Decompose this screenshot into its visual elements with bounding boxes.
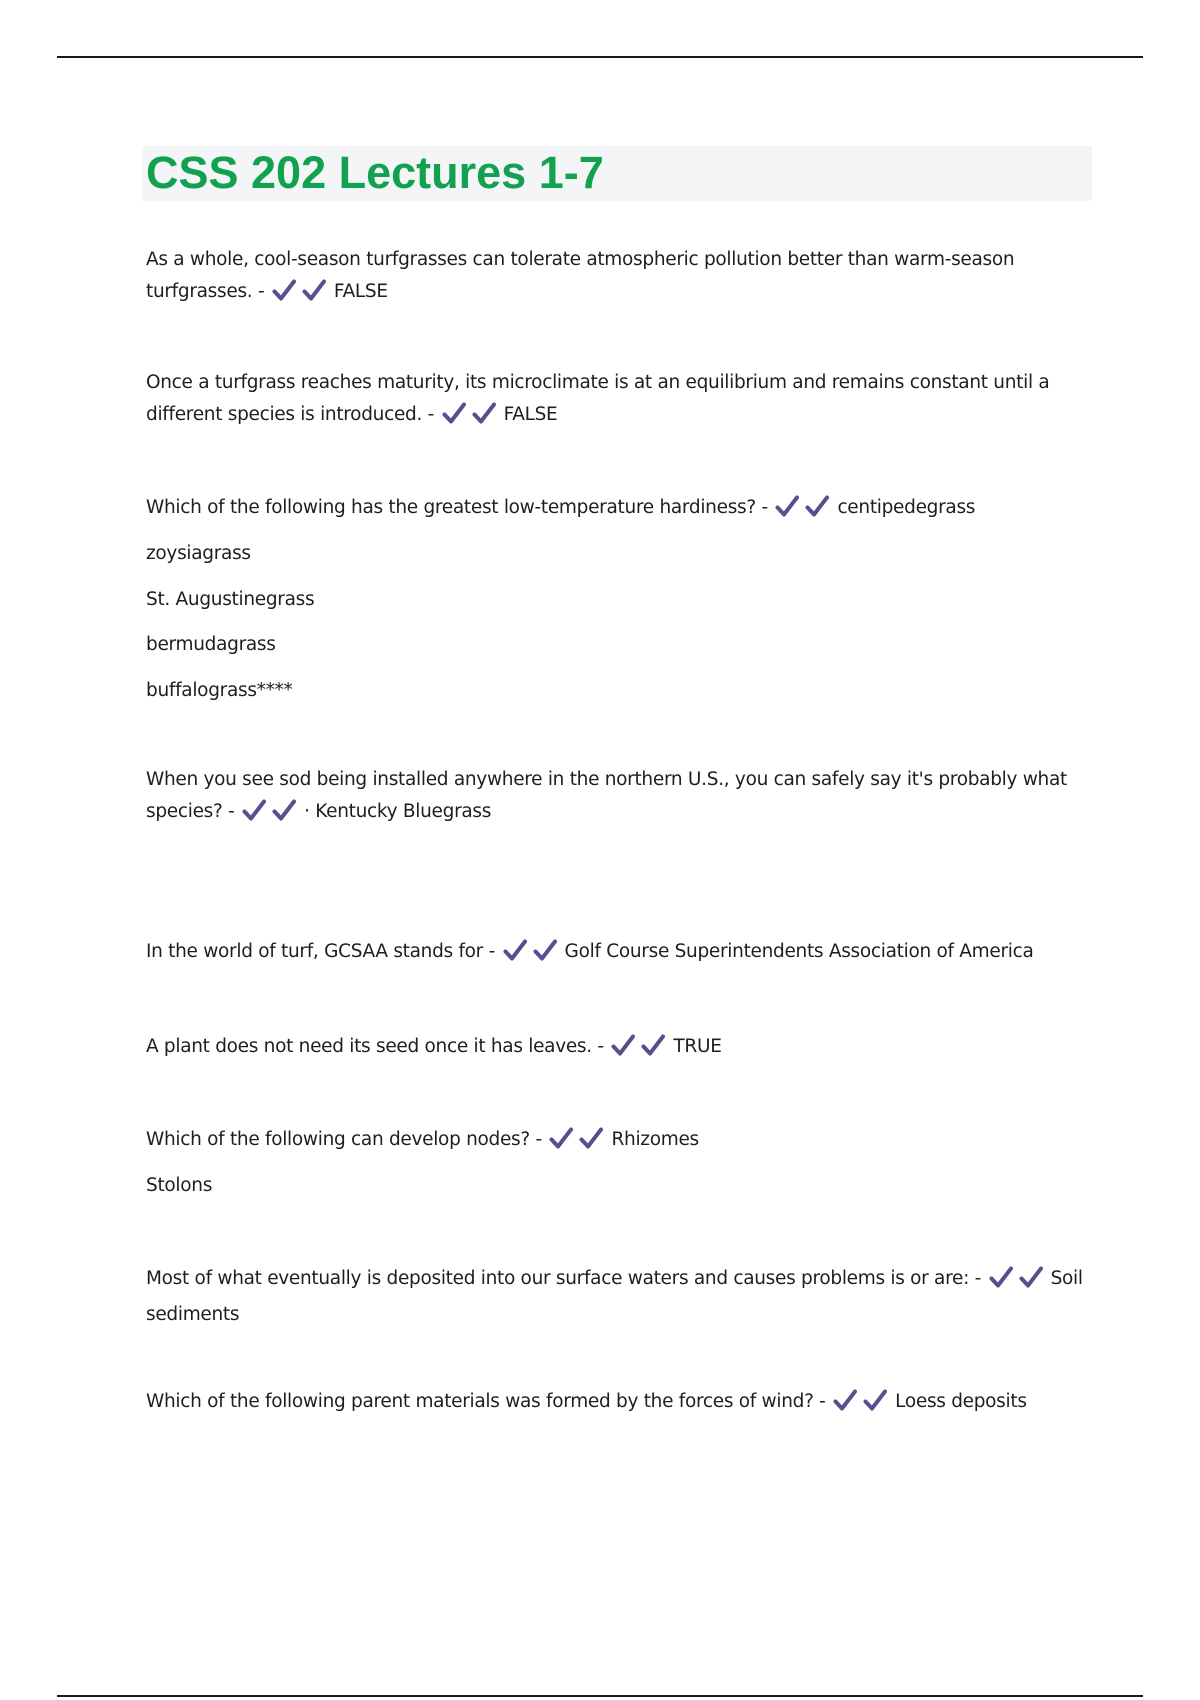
question-text: Most of what eventually is deposited into our surface waters and causes problems is or are: -	[146, 1268, 981, 1289]
answer-text: Loess deposits	[895, 1391, 1027, 1412]
question-text: Which of the following can develop nodes? -	[146, 1129, 542, 1150]
double-check-icon	[833, 1389, 893, 1422]
answer-text: Golf Course Superintendents Association of America	[564, 941, 1034, 962]
answer-text: sediments	[146, 1304, 240, 1325]
qa-item	[146, 1031, 1096, 1067]
double-check-icon	[242, 799, 302, 832]
qa-item	[146, 367, 1096, 435]
bottom-rule	[57, 1695, 1143, 1697]
qa-item	[146, 1386, 1096, 1422]
option-text: zoysiagrass	[146, 543, 251, 564]
answer-text: centipedegrass	[837, 497, 976, 518]
double-check-icon	[989, 1266, 1049, 1299]
double-check-icon	[503, 939, 563, 972]
qa-item	[146, 492, 1096, 528]
answer-text: · Kentucky Bluegrass	[304, 801, 492, 822]
qa-item	[146, 1263, 1096, 1331]
answer-text: FALSE	[333, 281, 388, 302]
answer-text: FALSE	[503, 404, 558, 425]
question-text: species? -	[146, 801, 235, 822]
question-text: In the world of turf, GCSAA stands for -	[146, 941, 495, 962]
option-text: Stolons	[146, 1175, 213, 1196]
question-text: turfgrasses. -	[146, 281, 265, 302]
answer-text: Soil	[1050, 1268, 1083, 1289]
answer-text: TRUE	[673, 1036, 722, 1057]
double-check-icon	[611, 1034, 671, 1067]
question-text: different species is introduced. -	[146, 404, 435, 425]
page-title: CSS 202 Lectures 1-7	[146, 147, 604, 198]
double-check-icon	[549, 1127, 609, 1160]
double-check-icon	[775, 495, 835, 528]
double-check-icon	[272, 279, 332, 312]
double-check-icon	[442, 402, 502, 435]
option-text: St. Augustinegrass	[146, 589, 315, 610]
option-text: bermudagrass	[146, 634, 276, 655]
qa-item	[146, 764, 1096, 832]
question-text: Which of the following has the greatest low-temperature hardiness? -	[146, 497, 768, 518]
question-text: As a whole, cool-season turfgrasses can tolerate atmospheric pollution better than warm-season	[146, 249, 1015, 270]
question-text: Once a turfgrass reaches maturity, its microclimate is at an equilibrium and remains constant until a	[146, 372, 1050, 393]
question-text: A plant does not need its seed once it has leaves. -	[146, 1036, 604, 1057]
qa-item	[146, 1124, 1096, 1160]
qa-item	[146, 936, 1096, 972]
question-text: Which of the following parent materials was formed by the forces of wind? -	[146, 1391, 826, 1412]
answer-text: Rhizomes	[611, 1129, 699, 1150]
question-text: When you see sod being installed anywhere in the northern U.S., you can safely say it's probably what	[146, 769, 1067, 790]
top-rule	[57, 56, 1143, 58]
option-text: buffalograss****	[146, 680, 293, 701]
qa-item	[146, 244, 1096, 312]
